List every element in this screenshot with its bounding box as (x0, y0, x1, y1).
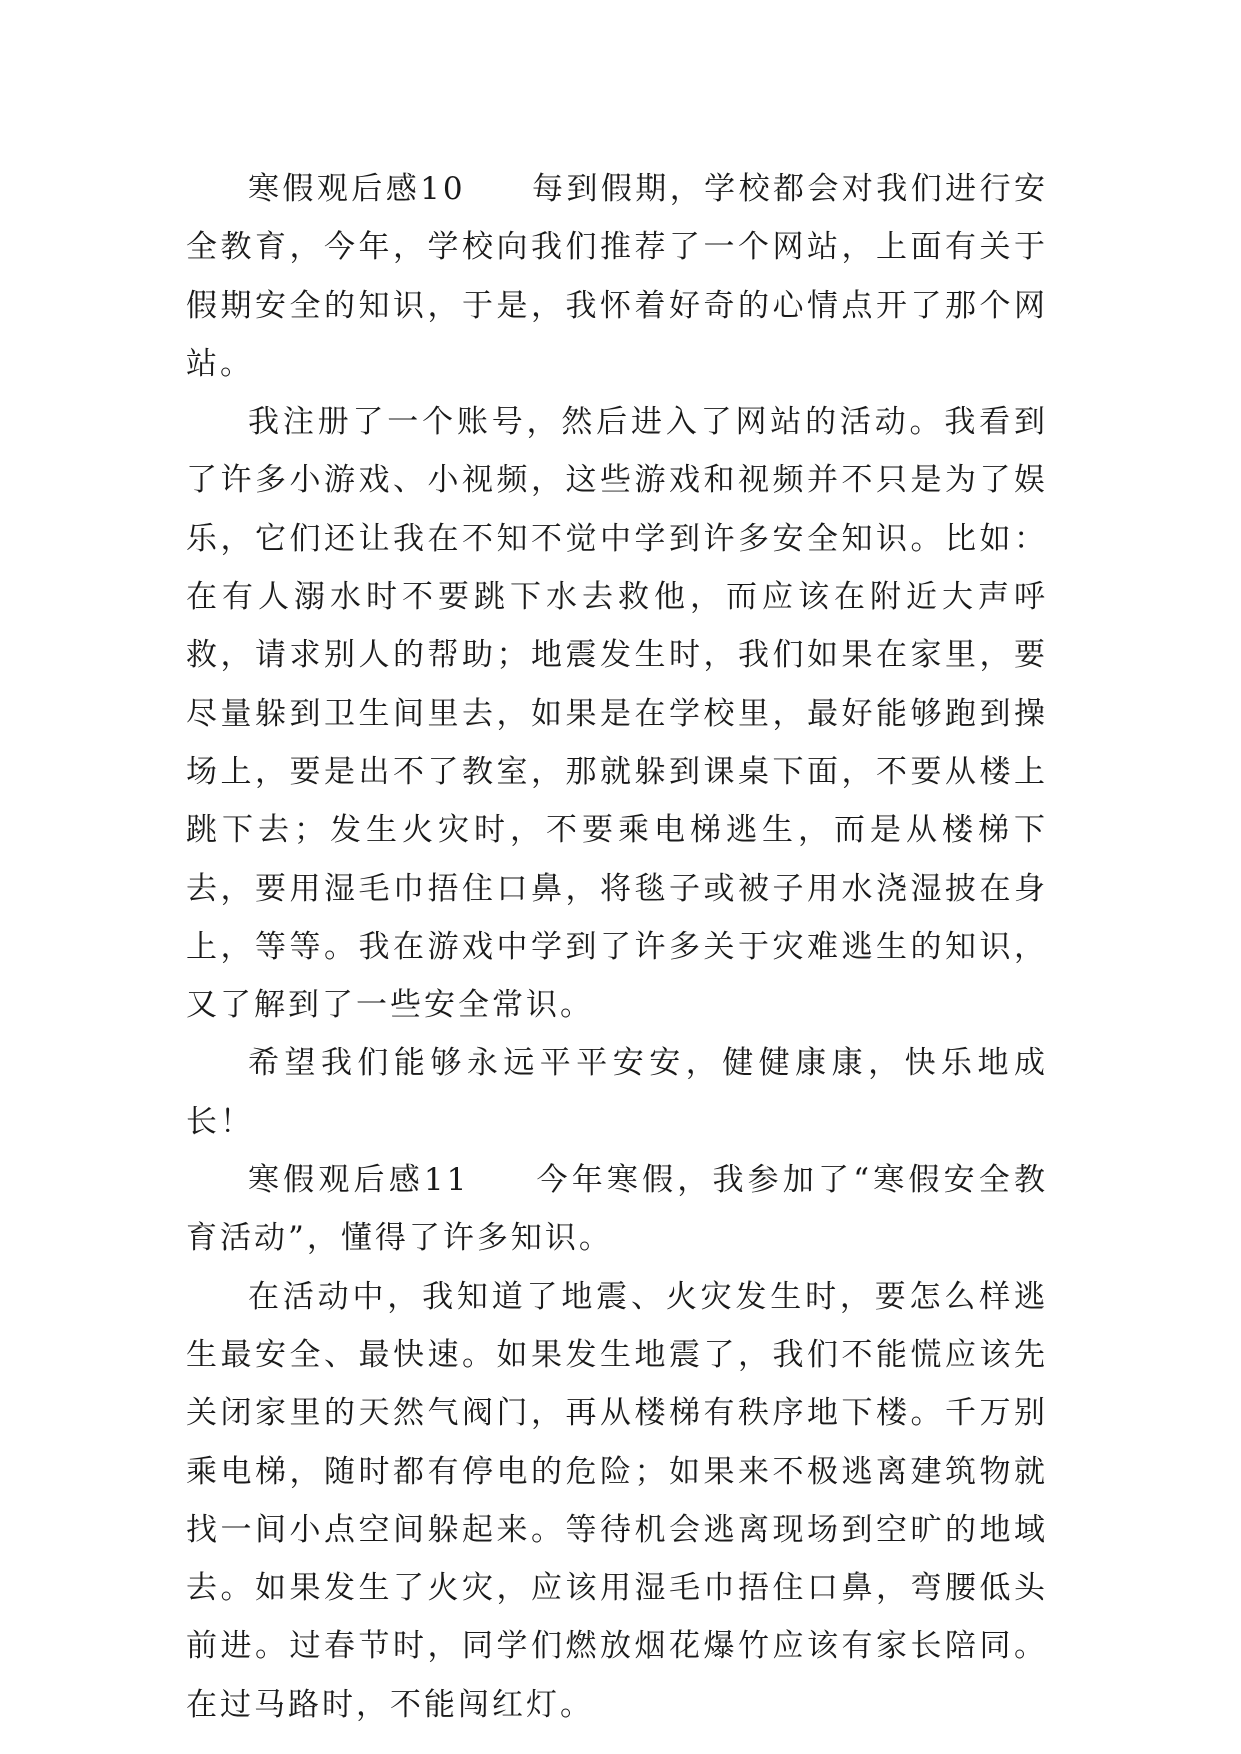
paragraph-5 (186, 1268, 1048, 1734)
paragraph-text: 今年寒假，我参加了“寒假安全教育活动”，懂得了许多知识。 (186, 1162, 1048, 1257)
paragraph-text: 我注册了一个账号，然后进入了网站的活动。我看到了许多小游戏、小视频，这些游戏和视频并不只是为了娱乐，它们还让我在不知不觉中学到许多安全知识。比如：在有人溺水时不要跳下水去救他，而应该在附近大声呼救，请求别人的帮助；地震发生时，我们如果在家里，要尽量躲到卫生间里去，如果是在学校里，最好能够跑到操场上，要是出不了教室，那就躲到课桌下面，不要从楼上跳下去；发生火灾时，不要乘电梯逃生，而是从楼梯下去，要用湿毛巾捂住口鼻，将毯子或被子用水浇湿披在身上，等等。我在游戏中学到了许多关于灾难逃生的知识，又了解到了一些安全常识。 (186, 404, 1048, 1024)
paragraph-text: 在活动中，我知道了地震、火灾发生时，要怎么样逃生最安全、最快速。如果发生地震了，我们不能慌应该先关闭家里的天然气阀门，再从楼梯有秩序地下楼。千万别乘电梯，随时都有停电的危险；如果来不极逃离建筑物就找一间小点空间躲起来。等待机会逃离现场到空旷的地域去。如果发生了火灾，应该用湿毛巾捂住口鼻，弯腰低头前进。过春节时，同学们燃放烟花爆竹应该有家长陪同。在过马路时，不能闯红灯。 (186, 1278, 1048, 1723)
paragraph-1 (186, 160, 1048, 393)
paragraph-2 (186, 393, 1048, 1034)
document-body (186, 160, 1048, 1734)
paragraph-4 (186, 1151, 1048, 1268)
paragraph-text: 每到假期，学校都会对我们进行安全教育，今年，学校向我们推荐了一个网站，上面有关于假期安全的知识，于是，我怀着好奇的心情点开了那个网站。 (186, 171, 1049, 382)
paragraph-3 (186, 1034, 1048, 1151)
essay-title-10: 寒假观后感10 (248, 171, 466, 207)
essay-title-11: 寒假观后感11 (248, 1162, 470, 1199)
paragraph-text: 希望我们能够永远平平安安，健健康康，快乐地成长！ (186, 1045, 1048, 1140)
